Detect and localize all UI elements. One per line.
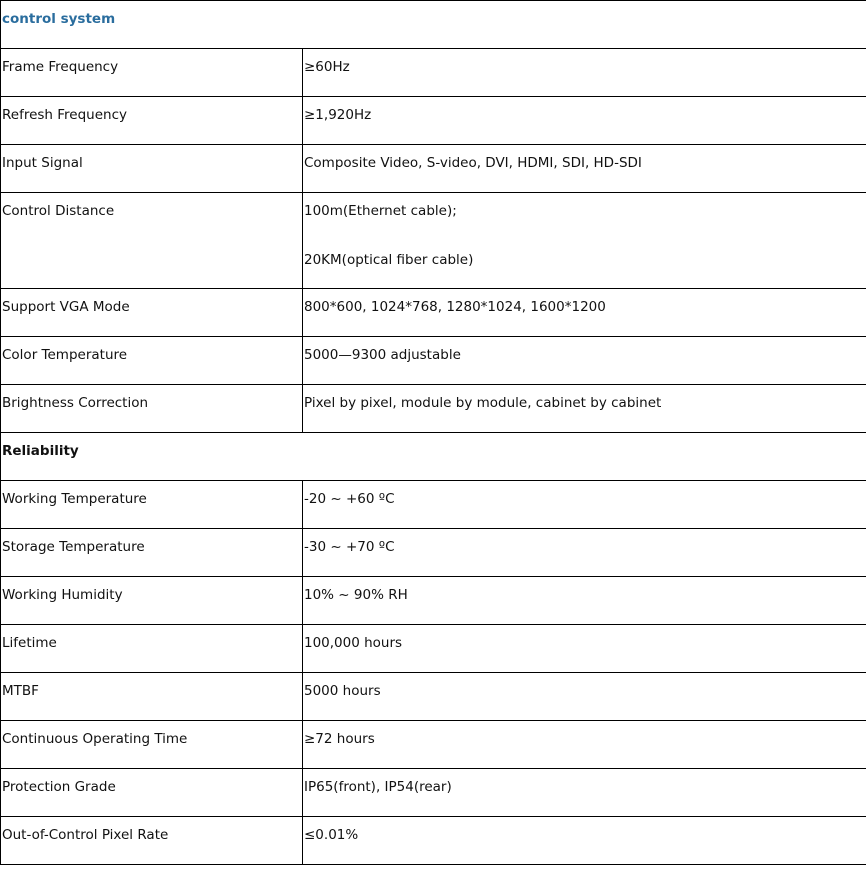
row-value-cell: [303, 289, 866, 337]
table-row: [1, 97, 866, 145]
row-label: Frame Frequency: [2, 59, 119, 75]
row-value: ≥72 hours: [304, 731, 375, 747]
row-label-cell: [1, 49, 303, 97]
row-value: IP65(front), IP54(rear): [304, 779, 452, 795]
section-header-control-system: [1, 1, 866, 49]
row-label-cell: [1, 145, 303, 193]
row-label-cell: [1, 817, 303, 865]
row-label-cell: [1, 769, 303, 817]
row-label: Input Signal: [2, 155, 83, 171]
table-row: [1, 721, 866, 769]
table-row: [1, 337, 866, 385]
row-value-cell: [303, 673, 866, 721]
row-label: Protection Grade: [2, 779, 116, 795]
section-title: control system: [2, 11, 116, 27]
row-label: Control Distance: [2, 203, 115, 219]
table-row: [1, 481, 866, 529]
row-label: MTBF: [2, 683, 39, 699]
row-label: Out-of-Control Pixel Rate: [2, 827, 169, 843]
row-value: 5000 hours: [304, 683, 381, 699]
section-title-cell: [1, 1, 866, 49]
row-value: -20 ~ +60 ºC: [304, 491, 395, 507]
table-row: [1, 577, 866, 625]
row-label: Lifetime: [2, 635, 57, 651]
row-value: Composite Video, S-video, DVI, HDMI, SDI, HD-SDI: [304, 155, 642, 171]
section-title-cell: [1, 433, 866, 481]
row-label: Continuous Operating Time: [2, 731, 188, 747]
table-row: [1, 769, 866, 817]
row-label-cell: [1, 673, 303, 721]
row-value: 5000—9300 adjustable: [304, 347, 461, 363]
row-value-cell: [303, 49, 866, 97]
table-row: [1, 385, 866, 433]
row-value-cell: [303, 721, 866, 769]
row-value: ≥60Hz: [304, 59, 350, 75]
row-label-cell: [1, 289, 303, 337]
row-label: Refresh Frequency: [2, 107, 128, 123]
row-label-cell: [1, 337, 303, 385]
row-value: 800*600, 1024*768, 1280*1024, 1600*1200: [304, 299, 606, 315]
row-value: 100m(Ethernet cable);: [304, 203, 457, 219]
row-label-cell: [1, 193, 303, 289]
row-label-cell: [1, 529, 303, 577]
row-label-cell: [1, 721, 303, 769]
table-row: [1, 817, 866, 865]
row-label: Brightness Correction: [2, 395, 149, 411]
table-row: [1, 49, 866, 97]
row-value: ≤0.01%: [304, 827, 359, 843]
row-value-cell: [303, 481, 866, 529]
row-value: Pixel by pixel, module by module, cabinet by cabinet: [304, 395, 662, 411]
row-label: Working Humidity: [2, 587, 123, 603]
row-value: 10% ~ 90% RH: [304, 587, 408, 603]
section-header-reliability: [1, 433, 866, 481]
row-value-cell: [303, 577, 866, 625]
row-value-cell: [303, 385, 866, 433]
row-label: Color Temperature: [2, 347, 128, 363]
table-row: [1, 193, 866, 289]
table-row: [1, 673, 866, 721]
row-value-cell: [303, 529, 866, 577]
row-value-cell: [303, 769, 866, 817]
row-label: Working Temperature: [2, 491, 147, 507]
row-value: 100,000 hours: [304, 635, 403, 651]
table-row: [1, 289, 866, 337]
row-value-cell: [303, 625, 866, 673]
row-label-cell: [1, 481, 303, 529]
row-value-secondary: 20KM(optical fiber cable): [304, 252, 474, 268]
row-value-cell: [303, 145, 866, 193]
row-value-cell: [303, 817, 866, 865]
row-value-cell: [303, 97, 866, 145]
row-label-cell: [1, 97, 303, 145]
row-value: ≥1,920Hz: [304, 107, 372, 123]
table-row: [1, 529, 866, 577]
table-row: [1, 625, 866, 673]
row-label-cell: [1, 625, 303, 673]
row-value-cell: [303, 193, 866, 289]
table-row: [1, 145, 866, 193]
section-title: Reliability: [2, 443, 79, 459]
row-label: Support VGA Mode: [2, 299, 130, 315]
row-label-cell: [1, 385, 303, 433]
row-label-cell: [1, 577, 303, 625]
row-value-cell: [303, 337, 866, 385]
row-value: -30 ~ +70 ºC: [304, 539, 395, 555]
row-label: Storage Temperature: [2, 539, 145, 555]
